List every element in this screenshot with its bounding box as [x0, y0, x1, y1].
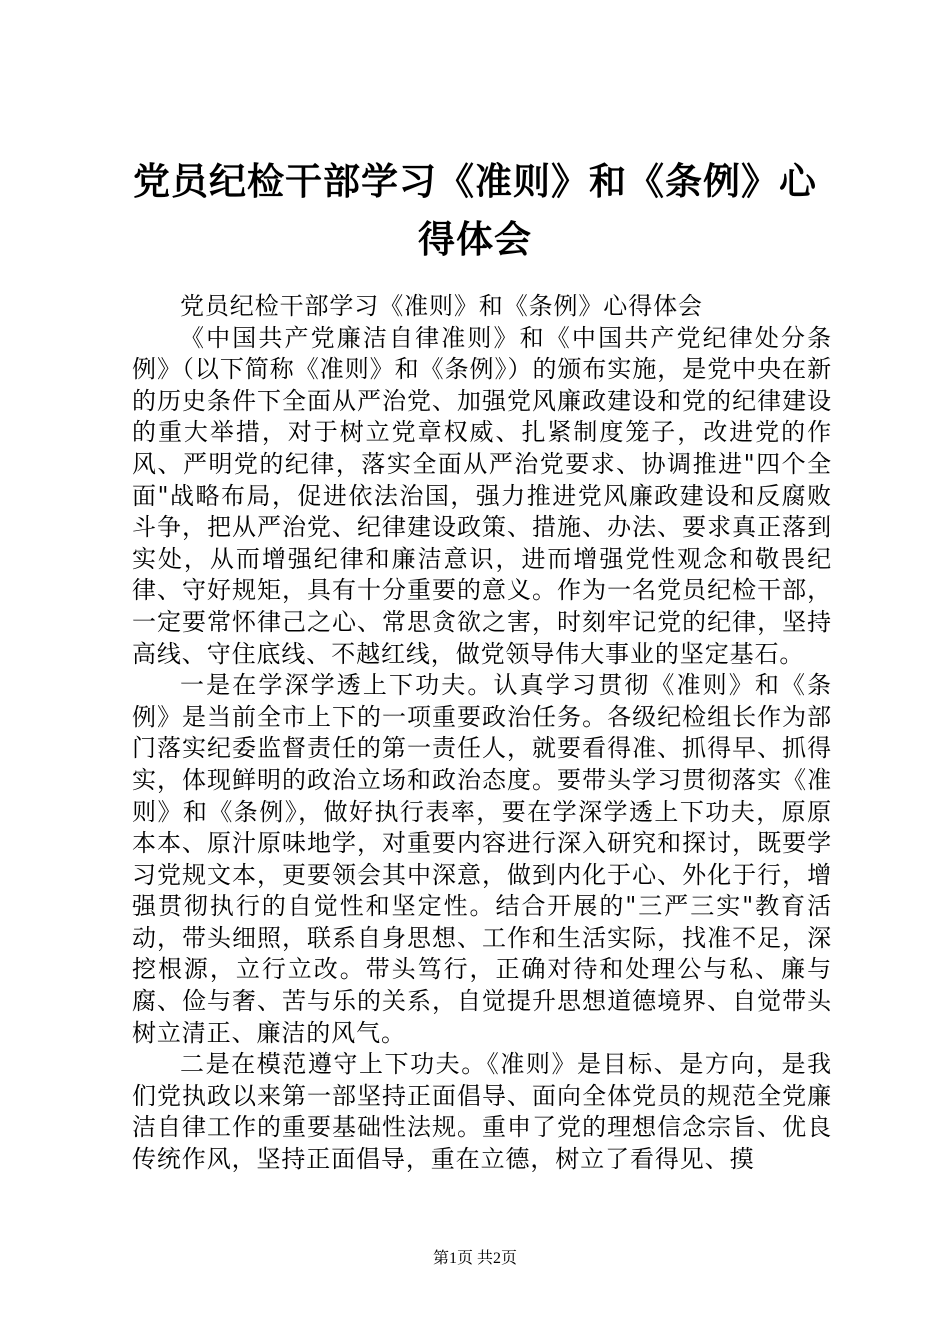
paragraph-subtitle: 党员纪检干部学习《准则》和《条例》心得体会: [180, 292, 703, 320]
paragraph-point-one: 一是在学深学透上下功夫。认真学习贯彻《准则》和《条例》是当前全市上下的一项重要政治任务。各级纪检组长作为部门落实纪委监督责任的第一责任人，就要看得准、抓得早、抓得实，体现鲜明的政治立场和政治态度。要带头学习贯彻落实《准则》和《条例》，做好执行表率，要在学深学透上下功夫，原原本本、原汁原味地学，对重要内容进行深入研究和探讨，既要学习党规文本，更要领会其中深意，做到内化于心、外化于行，增强贯彻执行的自觉性和坚定性。结合开展的"三严三实"教育活动，带头细照，联系自身思想、工作和生活实际，找准不足，深挖根源，立行立改。带头笃行，正确对待和处理公与私、廉与腐、俭与奢、苦与乐的关系，自觉提升思想道德境界、自觉带头树立清正、廉洁的风气。: [132, 671, 832, 1047]
page-number-footer: 第1页 共2页: [432, 1250, 517, 1267]
paragraph-intro: 《中国共产党廉洁自律准则》和《中国共产党纪律处分条例》（以下简称《准则》和《条例》）的颁布实施，是党中央在新的历史条件下全面从严治党、加强党风廉政建设和党的纪律建设的重大举措，对于树立党章权威、扎紧制度笼子，改进党的作风、严明党的纪律，落实全面从严治党要求、协调推进"四个全面"战略布局，促进依法治国，强力推进党风廉政建设和反腐败斗争，把从严治党、纪律建设政策、措施、办法、要求真正落到实处，从而增强纪律和廉洁意识，进而增强党性观念和敬畏纪律、守好规矩，具有十分重要的意义。作为一名党员纪检干部，一定要常怀律己之心、常思贪欲之害，时刻牢记党的纪律，坚持高线、守住底线、不越红线，做党领导伟大事业的坚定基石。: [132, 323, 832, 668]
document-body: [132, 291, 832, 1176]
paragraph-point-two: 二是在模范遵守上下功夫。《准则》是目标、是方向，是我们党执政以来第一部坚持正面倡导、面向全体党员的规范全党廉洁自律工作的重要基础性法规。重申了党的理想信念宗旨、优良传统作风，坚持正面倡导，重在立德，树立了看得见、摸: [132, 1050, 832, 1174]
document-title: 党员纪检干部学习《准则》和《条例》心得体会: [133, 159, 817, 261]
